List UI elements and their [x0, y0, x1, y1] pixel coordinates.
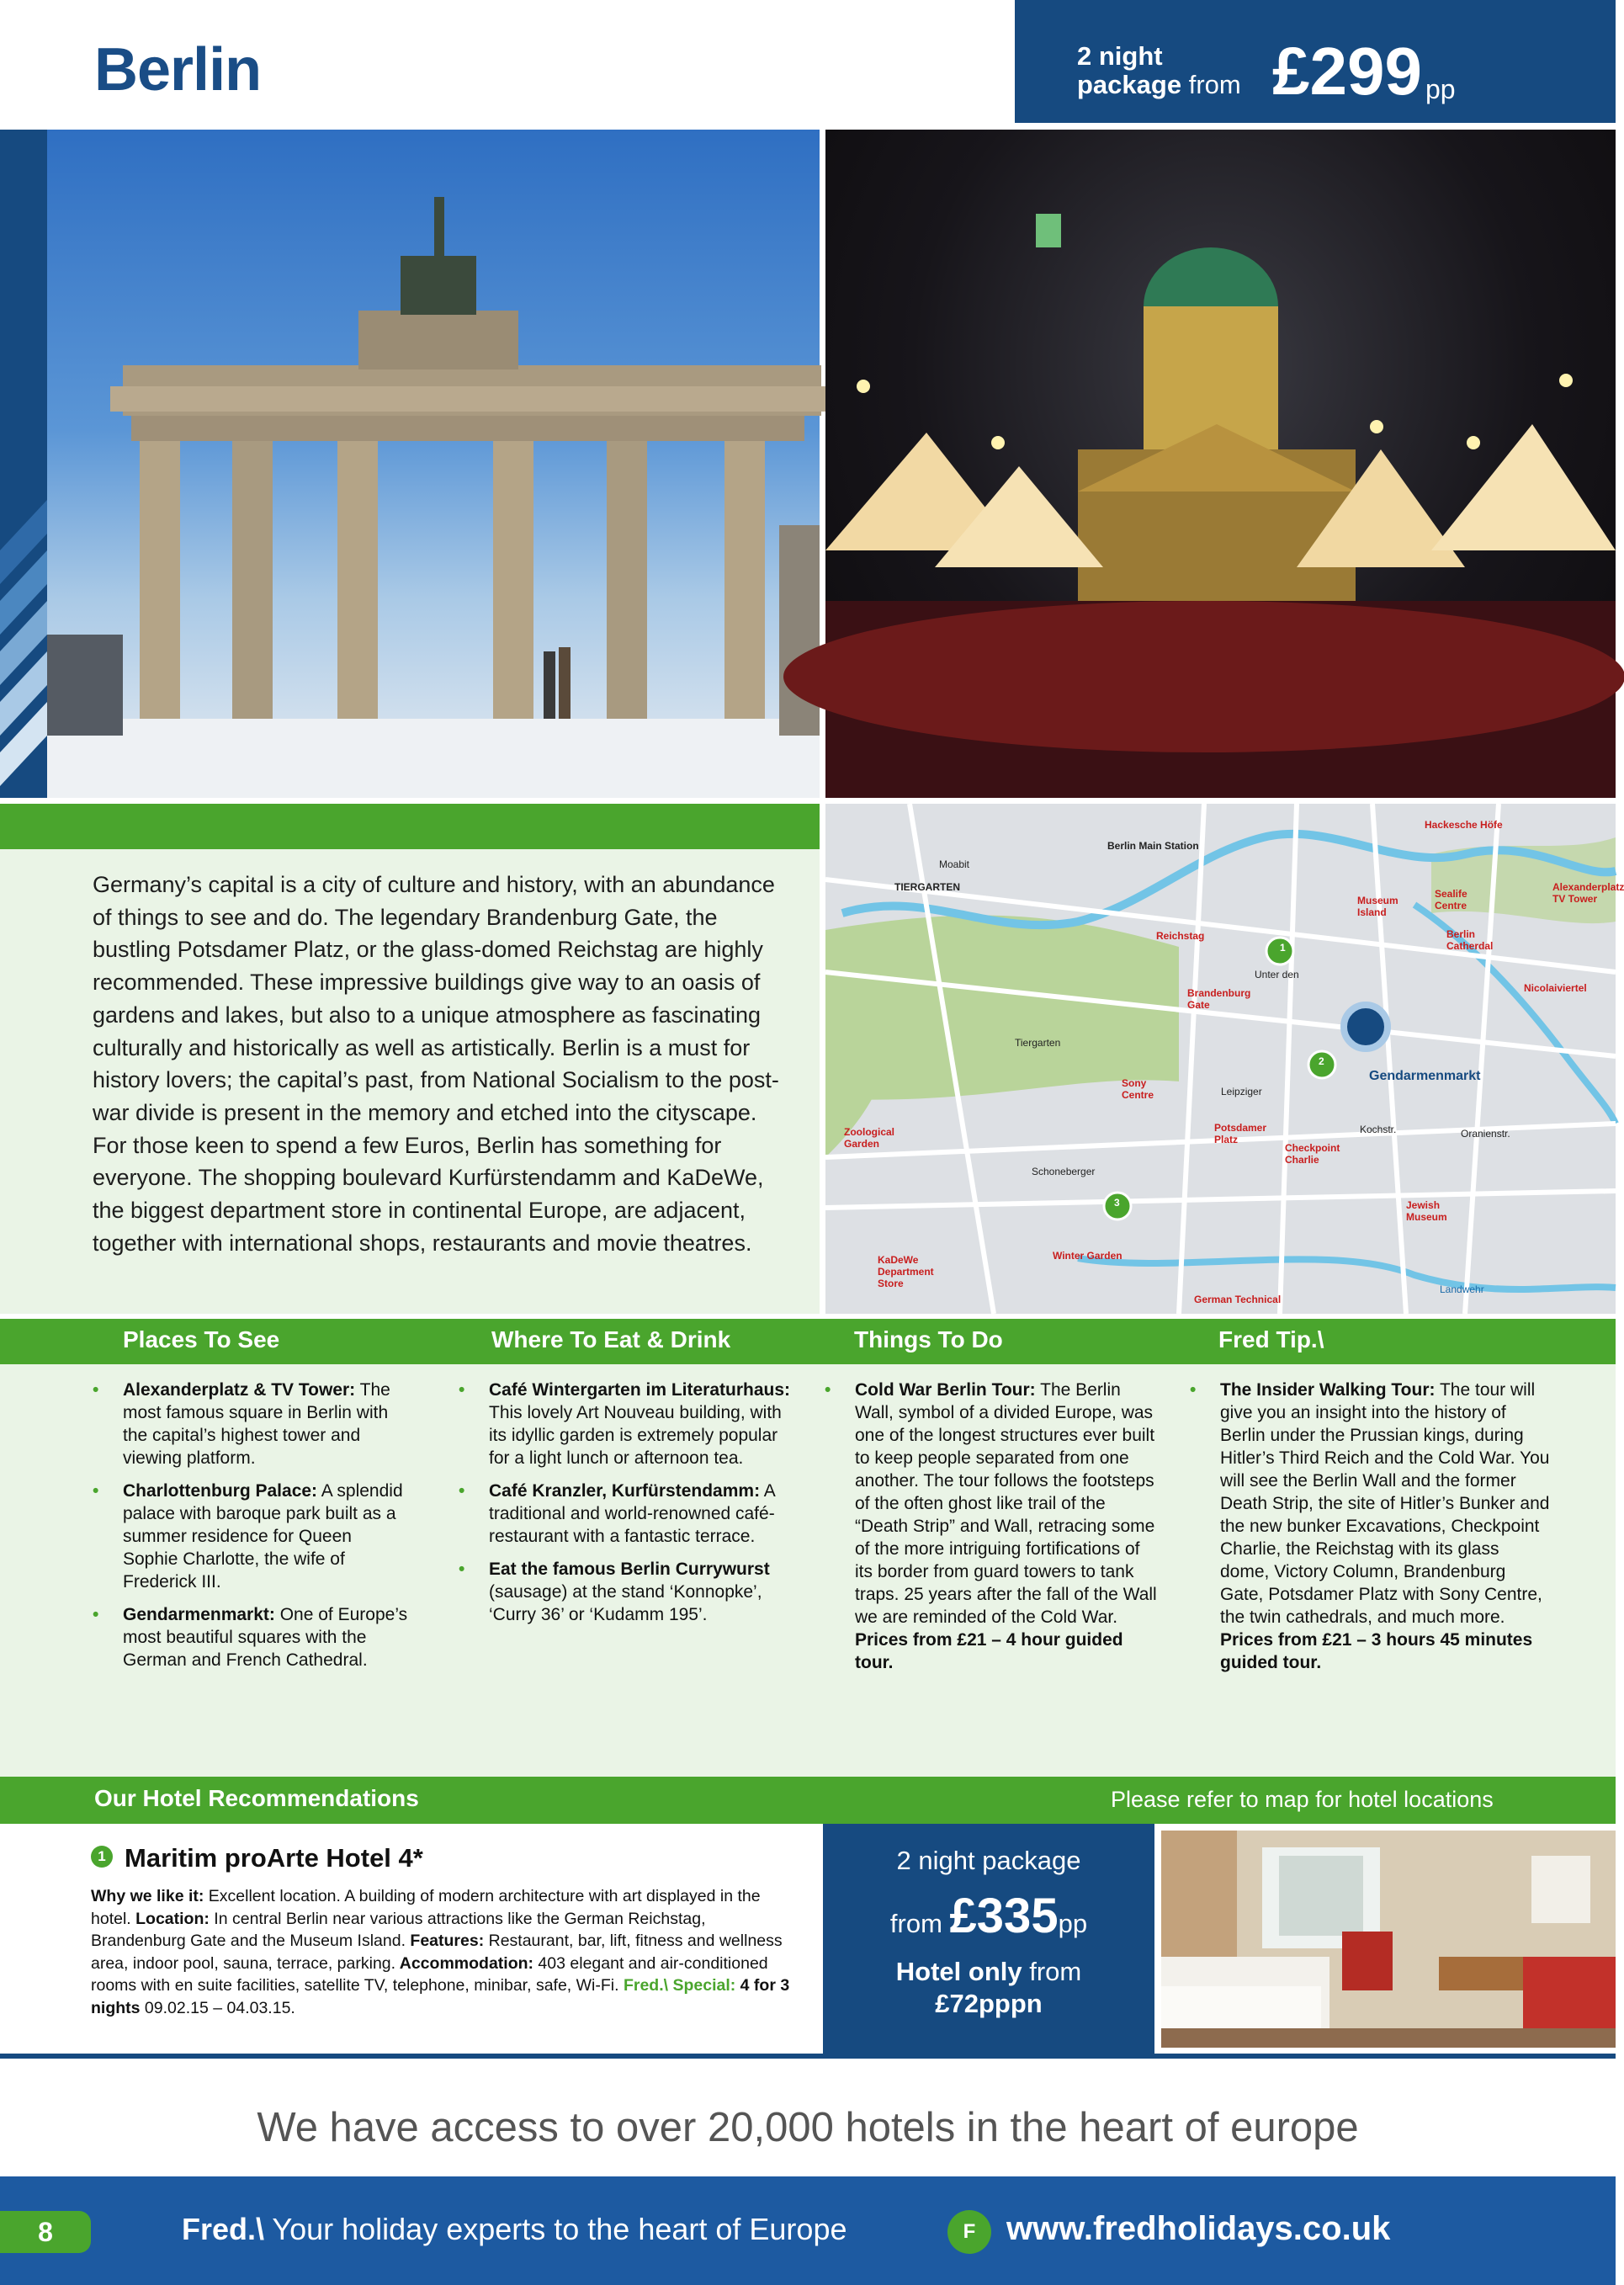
bullet: • [459, 1560, 465, 1579]
item-text: The most famous square in Berlin with the capital’s highest tower and viewing platform. [123, 1380, 390, 1468]
item-text: This lovely Art Nouveau building, with its idyllic garden is extremely popular for a light lunch or afternoon tea. [489, 1403, 782, 1468]
item-text: A traditional and world-renowned café-restaurant with a fantastic terrace. [489, 1481, 775, 1546]
hotel-package-label: 2 night package [896, 1846, 1081, 1875]
item-title: Eat the famous Berlin Currywurst [489, 1560, 770, 1579]
item-text: The Berlin Wall, symbol of a divided Europe, was one of the longest structures ever built to keep people separated from one another. The tour follows the footsteps of the often ghost like trail of the “Death Strip” and Wall, retracing some of the more intriguing fortifications of its border from guard towers to tank traps. 25 years after the fall of the Wall we are reminded of the Cold War. [855, 1380, 1157, 1627]
hotel-description [91, 1885, 798, 2019]
map-poi-tv-tower: Alexanderplatz TV Tower [1552, 881, 1624, 905]
tagline: We have access to over 20,000 hotels in the heart of europe [257, 2105, 1359, 2150]
item-title: Café Kranzler, Kurfürstendamm: [489, 1481, 761, 1501]
hotel-section-rule [0, 2054, 1616, 2059]
bullet: • [93, 1380, 99, 1400]
hotel-recommendations-title: Our Hotel Recommendations [94, 1785, 419, 1811]
list-item [459, 1379, 795, 1469]
map-label-main-station: Berlin Main Station [1107, 840, 1199, 852]
bullet: • [825, 1380, 831, 1400]
hotel-only-from: from [1022, 1957, 1082, 1986]
places-to-see-heading: Places To See [123, 1326, 280, 1352]
map-marker-1: 1 [1280, 942, 1286, 954]
package-nights: 2 night [1077, 41, 1163, 71]
website-link[interactable]: www.fredholidays.co.uk [1006, 2210, 1391, 2247]
map-marker-2: 2 [1319, 1055, 1324, 1067]
hotel-map-note: Please refer to map for hotel locations [1111, 1787, 1494, 1812]
brandenburg-gate-photo [47, 130, 820, 798]
footer-slogan-text: Your holiday experts to the heart of Europe [264, 2212, 847, 2246]
map-poi-berlin-cathedral: Berlin Catherdal [1446, 928, 1494, 952]
item-title: Charlottenburg Palace: [123, 1481, 318, 1501]
map-poi-sony-centre: Sony Centre [1122, 1077, 1154, 1101]
map-poi-nicolaiviertel: Nicolaiviertel [1524, 982, 1587, 994]
intro-green-band [0, 804, 820, 849]
item-title: The Insider Walking Tour: [1220, 1380, 1436, 1400]
things-to-do-heading: Things To Do [854, 1326, 1003, 1352]
hotel-only-label [823, 1957, 1154, 1987]
stripe-graphic [0, 130, 47, 798]
bullet: • [93, 1481, 99, 1501]
special-offer: 4 for 3 nights [91, 1976, 790, 2017]
hotel-only-price: £72pppn [935, 1989, 1043, 2018]
places-to-see-column [93, 1379, 411, 1682]
bullet: • [93, 1605, 99, 1624]
map-poi-winter-garden: Winter Garden [1053, 1250, 1122, 1262]
map-poi-checkpoint-charlie: Checkpoint Charlie [1285, 1142, 1340, 1166]
map-label-kochstr: Kochstr. [1360, 1124, 1397, 1135]
map-poi-hackesche-hofe: Hackesche Höfe [1425, 819, 1503, 831]
map-label-tiergarten: Tiergarten [1015, 1037, 1061, 1049]
list-item [93, 1480, 411, 1593]
location-text: In central Berlin near various attractions like the German Reichstag, Brandenburg Gate and the Museum Island. [91, 1909, 706, 1950]
map-label-oranienstr: Oranienstr. [1461, 1128, 1510, 1140]
special-dates: 09.02.15 – 04.03.15. [140, 1998, 295, 2017]
footer-slogan [182, 2212, 847, 2247]
map-label-schoneberger: Schoneberger [1032, 1166, 1096, 1177]
map-poi-potsdamer-platz: Potsdamer Platz [1214, 1122, 1267, 1145]
eat-and-drink-heading: Where To Eat & Drink [491, 1326, 731, 1352]
hotel-number-badge: 1 [91, 1846, 113, 1868]
item-text: (sausage) at the stand ‘Konnopke’, ‘Curry 36’ or ‘Kudamm 195’. [489, 1582, 762, 1624]
features-label: Features: [406, 1932, 485, 1950]
map-poi-brandenburg-gate: Brandenburg Gate [1187, 987, 1251, 1011]
bullet: • [459, 1481, 465, 1501]
things-to-do-column [825, 1379, 1161, 1684]
map-poi-reichstag: Reichstag [1156, 930, 1205, 942]
why-label: Why we like it: [91, 1887, 204, 1905]
map-poi-german-technical-museum: German Technical [1194, 1294, 1282, 1305]
item-title: Café Wintergarten im Literaturhaus: [489, 1380, 791, 1400]
berlin-map [825, 804, 1624, 1314]
list-item [1190, 1379, 1552, 1674]
gendarmenmarkt-christmas-photo [825, 130, 1616, 798]
map-poi-zoological-garden: Zoological Garden [844, 1126, 894, 1150]
accommodation-label: Accommodation: [395, 1953, 534, 1973]
list-item [93, 1379, 411, 1469]
fred-logo-icon: F [947, 2210, 991, 2254]
item-text: One of Europe’s most beautiful squares with the German and French Cathedral. [123, 1605, 408, 1670]
map-poi-jewish-museum: Jewish Museum [1406, 1199, 1447, 1223]
package-from: from [1188, 70, 1241, 99]
map-label-unter-den-linden: Unter den [1255, 969, 1299, 980]
accommodation-text: 403 elegant and air-conditioned rooms with en suite facilities, satellite TV, telephone, minibar, safe, Wi-Fi. [91, 1953, 768, 1995]
map-poi-kadewe: KaDeWe Department Store [878, 1254, 934, 1289]
list-item [459, 1558, 795, 1626]
hotel-price-from: from [889, 1909, 942, 1938]
map-label-tiergarten-district: TIERGARTEN [894, 881, 960, 893]
special-label: Fred.\ Special: [618, 1976, 736, 1995]
hotel-name: Maritim proArte Hotel 4* [125, 1843, 423, 1873]
hotel-price-box [823, 1824, 1154, 2054]
item-title: Cold War Berlin Tour: [855, 1380, 1036, 1400]
bullet: • [459, 1380, 465, 1400]
page-number: 8 [0, 2211, 91, 2253]
list-item [825, 1379, 1161, 1674]
package-label [1077, 42, 1241, 99]
hotel-package-price [823, 1888, 1154, 1944]
package-price: £299 [1272, 34, 1422, 109]
fred-tip-heading: Fred Tip.\ [1218, 1326, 1324, 1352]
item-title: Gendarmenmarkt: [123, 1605, 275, 1624]
bullet: • [1190, 1380, 1197, 1400]
package-unit: pp [1425, 74, 1456, 104]
why-text: Excellent location. A building of modern architecture with art displayed in the hotel. [91, 1887, 761, 1928]
map-label-leipziger: Leipziger [1221, 1086, 1262, 1097]
map-label-landwehr: Landwehr [1440, 1283, 1484, 1295]
item-price: Prices from £21 – 3 hours 45 minutes guided tour. [1220, 1630, 1533, 1672]
features-text: Restaurant, bar, lift, fitness and wellness area, indoor pool, sauna, terrace, parking. [91, 1932, 783, 1973]
item-text: The tour will give you an insight into the history of Berlin under the Prussian kings, during Hitler’s Third Reich and the Cold War. You will see the Berlin Wall and the former Death Strip, the site of Hitler’s Bunker and the new bunker Excavations, Checkpoint Charlie, the Reichstag with its glass dome, Victory Column, Brandenburg Gate, Potsdamer Platz with Sony Centre, the twin cathedrals, and much more. [1220, 1380, 1550, 1627]
hotel-room-photo [1161, 1831, 1616, 2048]
map-poi-museum-island: Museum Island [1357, 895, 1398, 918]
location-label: Location: [130, 1909, 210, 1928]
page-title: Berlin [94, 36, 262, 104]
hotel-price-value: £335 [949, 1889, 1059, 1943]
decorative-stripe [0, 130, 47, 798]
eat-and-drink-column [459, 1379, 795, 1636]
map-poi-sealife-centre: Sealife Centre [1435, 888, 1467, 911]
fred-tip-column [1190, 1379, 1552, 1684]
map-marker-3: 3 [1114, 1197, 1120, 1209]
package-word: package [1077, 70, 1182, 99]
hotel-only-title: Hotel only [895, 1957, 1022, 1986]
item-title: Alexanderplatz & TV Tower: [123, 1380, 356, 1400]
intro-paragraph: Germany’s capital is a city of culture and history, with an abundance of things to see and do. The legendary Brandenburg Gate, the bustling Potsdamer Platz, or the glass-domed Reichstag are highly recommended. These impressive buildings give way to an oasis of gardens and lakes, but also to a unique atmosphere as fascinating culturally and historically as well as artistically. Berlin is a must for history lovers; the capital’s past, from National Socialism to the post-war divide is present in the memory and etched into the cityscape. For those keen to spend a few Euros, Berlin has something for everyone. The shopping boulevard Kurfürstendamm and KaDeWe, the biggest department store in continental Europe, are adjacent, together with international shops, restaurants and movie theatres. [93, 872, 779, 1256]
map-label-moabit: Moabit [939, 858, 970, 870]
map-label-gendarmenmarkt: Gendarmenmarkt [1369, 1069, 1481, 1083]
list-item [93, 1603, 411, 1671]
item-price: Prices from £21 – 4 hour guided tour. [855, 1630, 1123, 1672]
hotel-price-unit: pp [1058, 1909, 1088, 1938]
package-price-box [1015, 0, 1616, 123]
list-item [459, 1480, 795, 1548]
item-text: A splendid palace with baroque park built as a summer residence for Queen Sophie Charlotte, the wife of Frederick III. [123, 1481, 403, 1592]
footer-brand: Fred.\ [182, 2212, 265, 2246]
